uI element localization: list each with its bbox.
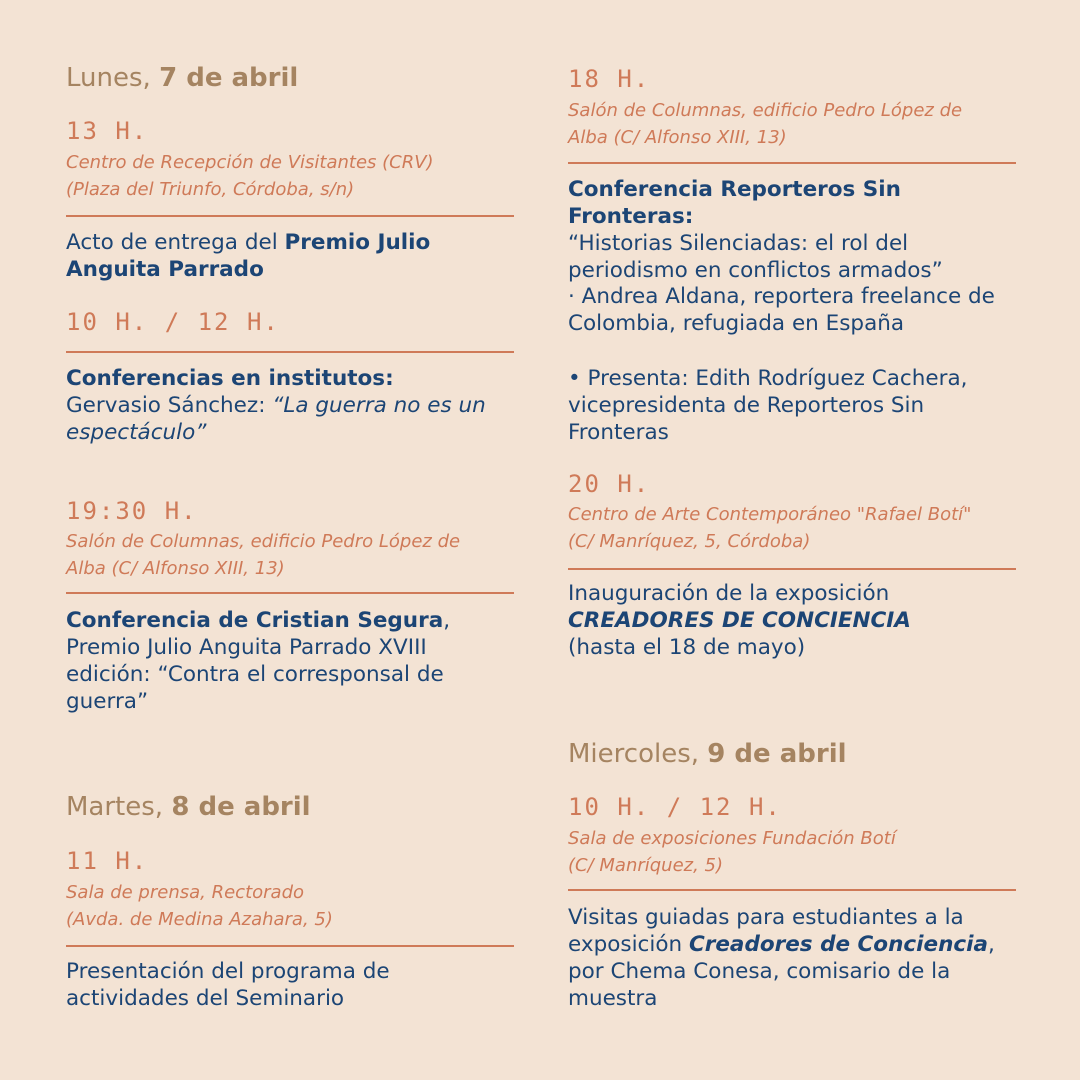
event-description: Conferencia de Cristian Segura, Premio Julio Anguita Parrado XVIII edición: “Contra el corresponsal de guerra” [66,608,451,714]
event-description: Visitas guiadas para estudiantes a la exposición Creadores de Conciencia, por Chema Conesa, comisario de la muestra [568,905,995,1011]
event-time: 10 H. / 12 H. [568,793,782,821]
event-location: Sala de exposiciones Fundación Botí (C/ Manríquez, 5) [568,828,896,876]
event-location: Salón de Columnas, edificio Pedro López de Alba (C/ Alfonso XIII, 13) [66,531,461,579]
event-location: Salón de Columnas, edificio Pedro López de Alba (C/ Alfonso XIII, 13) [568,100,963,148]
event-time: 18 H. [568,65,651,93]
divider [66,945,514,947]
event-description: Presentación del programa de actividades del Seminario [66,959,390,1011]
divider [568,162,1016,164]
divider [66,215,514,217]
event-time: 11 H. [66,847,149,875]
divider [66,592,514,594]
event-description: Conferencias en institutos: Gervasio Sánchez: “La guerra no es un espectáculo” [66,366,486,445]
divider [568,889,1016,891]
event-description: Conferencia Reporteros Sin Fronteras: “Historias Silenciadas: el rol del periodismo en conflictos armados” [568,177,943,283]
day-heading-tuesday: Martes, 8 de abril [66,792,311,822]
day-heading-wednesday: Miercoles, 9 de abril [568,739,847,769]
event-location: Centro de Arte Contemporáneo "Rafael Botí" (C/ Manríquez, 5, Córdoba) [568,504,972,552]
event-description: Inauguración de la exposición CREADORES DE CONCIENCIA (hasta el 18 de mayo) [568,581,911,660]
divider [66,351,514,353]
event-speaker: • Presenta: Edith Rodríguez Cachera, vicepresidenta de Reporteros Sin Fronteras [568,366,968,445]
day-heading-monday: Lunes, 7 de abril [66,63,299,93]
event-speaker: · Andrea Aldana, reportera freelance de Colombia, refugiada en España [568,284,995,336]
event-description: Acto de entrega del Premio Julio Anguita Parrado [66,230,431,282]
event-location: Sala de prensa, Rectorado (Avda. de Medina Azahara, 5) [66,882,333,930]
event-time: 19:30 H. [66,497,198,525]
event-time: 13 H. [66,117,149,145]
event-time: 20 H. [568,470,651,498]
event-location: Centro de Recepción de Visitantes (CRV) (Plaza del Triunfo, Córdoba, s/n) [66,152,434,200]
divider [568,568,1016,570]
event-time: 10 H. / 12 H. [66,308,280,336]
